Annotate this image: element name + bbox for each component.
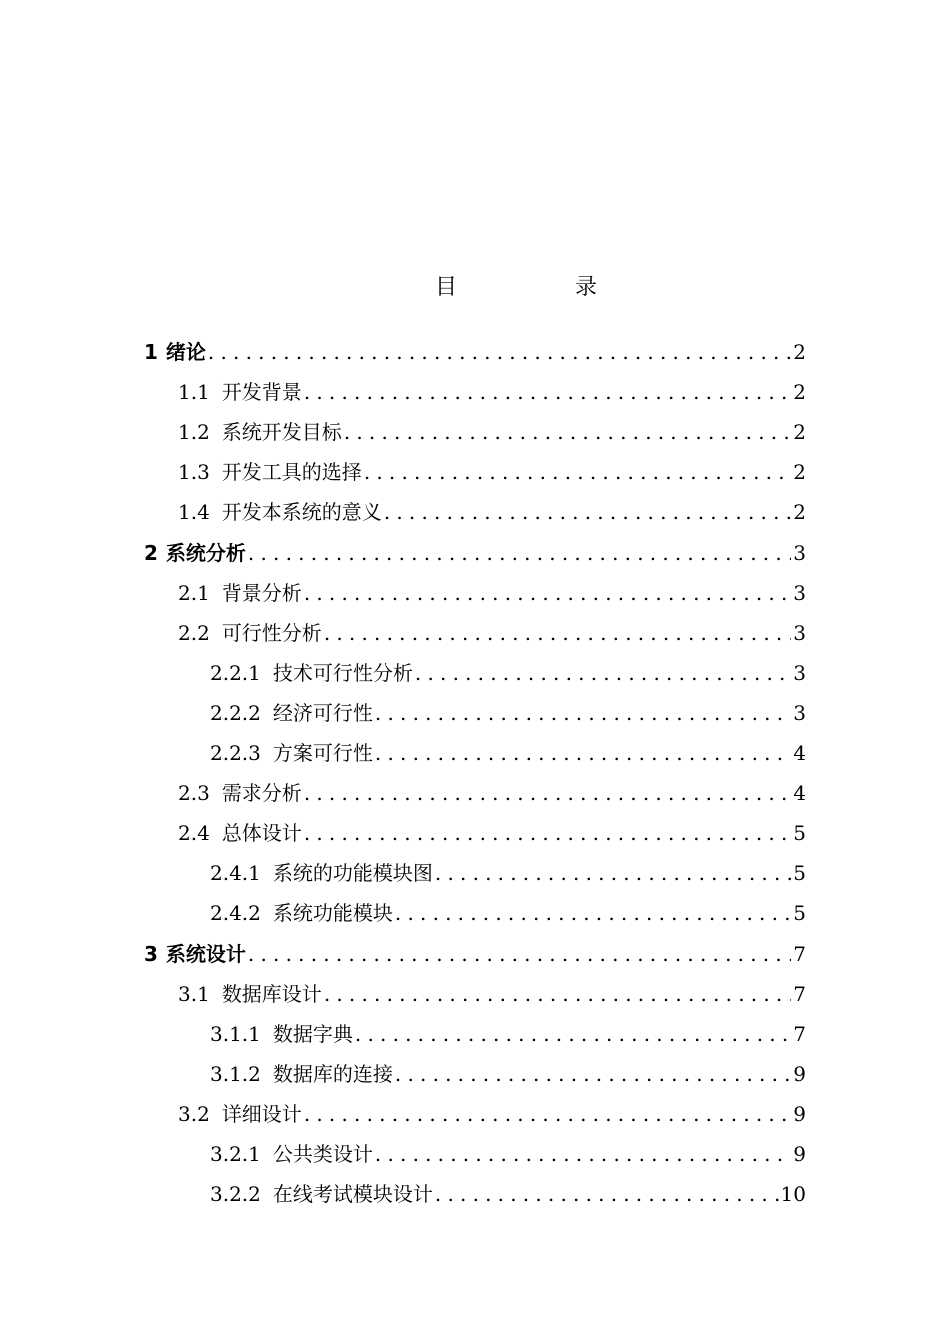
toc-entry-number: 3.2 <box>178 1101 210 1126</box>
toc-entry-number: 3.1 <box>178 981 210 1006</box>
dot-leader <box>208 332 791 372</box>
toc-entry-title: 需求分析 <box>221 781 302 806</box>
toc-entry[interactable] <box>178 573 806 613</box>
toc-entry-page: 7 <box>793 1021 806 1046</box>
toc-entry-page: 7 <box>793 941 806 966</box>
toc-entry-title: 开发背景 <box>221 380 302 405</box>
toc-entry[interactable] <box>178 492 806 532</box>
toc-entry-title: 系统的功能模块图 <box>272 861 433 886</box>
toc-entry[interactable] <box>144 332 806 372</box>
toc-entry[interactable] <box>210 653 806 693</box>
toc-entry-page: 4 <box>793 781 806 806</box>
toc-entry-number: 2.2 <box>178 620 210 645</box>
dot-leader <box>344 412 791 452</box>
toc-entry[interactable] <box>178 412 806 452</box>
dot-leader <box>395 893 791 933</box>
toc-entry[interactable] <box>178 974 806 1014</box>
toc-entry-number: 2.4.1 <box>210 861 261 886</box>
toc-entry[interactable] <box>178 452 806 492</box>
toc-entry-number: 3.1.2 <box>210 1061 261 1086</box>
dot-leader <box>364 452 791 492</box>
toc-entry-title: 在线考试模块设计 <box>272 1182 433 1207</box>
toc-entry-title: 背景分析 <box>221 580 302 605</box>
toc-entry-title: 可行性分析 <box>221 620 322 645</box>
dot-leader <box>395 1054 791 1094</box>
dot-leader <box>375 733 791 773</box>
toc-entry-number: 1.1 <box>178 380 210 405</box>
toc-entry-page: 5 <box>793 861 806 886</box>
dot-leader <box>435 853 791 893</box>
toc-entry-number: 2.4 <box>178 821 210 846</box>
dot-leader <box>324 613 791 653</box>
toc-entry[interactable] <box>178 613 806 653</box>
dot-leader <box>375 693 791 733</box>
toc-entry-page: 9 <box>793 1061 806 1086</box>
toc-entry-title: 公共类设计 <box>272 1142 373 1166</box>
toc-entry-title: 系统开发目标 <box>221 420 342 445</box>
toc-entry[interactable] <box>178 813 806 853</box>
toc-entry[interactable] <box>210 853 806 893</box>
toc-entry-title: 开发工具的选择 <box>221 460 362 485</box>
toc-entry-title: 系统功能模块 <box>272 901 393 926</box>
toc-entry-number: 3.2.2 <box>210 1182 261 1207</box>
toc-entry-page: 4 <box>793 741 806 765</box>
toc-entry[interactable] <box>210 1014 806 1054</box>
toc-entry[interactable] <box>210 1134 806 1174</box>
toc-entry-page: 3 <box>793 580 806 605</box>
dot-leader <box>248 533 791 573</box>
toc-entry[interactable] <box>144 934 806 974</box>
toc-entry-page: 3 <box>793 700 806 725</box>
toc-entry-title: 技术可行性分析 <box>272 660 413 685</box>
dot-leader <box>435 1174 779 1214</box>
dot-leader <box>324 974 791 1014</box>
toc-entry[interactable] <box>210 1054 806 1094</box>
toc-entry-title: 经济可行性 <box>272 700 373 725</box>
toc-entry[interactable] <box>210 1174 806 1214</box>
dot-leader <box>415 653 791 693</box>
dot-leader <box>304 1094 791 1134</box>
dot-leader <box>304 372 791 412</box>
dot-leader <box>304 813 791 853</box>
dot-leader <box>248 934 791 974</box>
toc-entry-number: 2.2.3 <box>210 741 261 765</box>
toc-entry-page: 2 <box>793 500 806 525</box>
toc-entry-page: 10 <box>780 1182 806 1207</box>
toc-entry-title: 系统分析 <box>165 540 246 565</box>
toc-entry-number: 1.4 <box>178 500 210 525</box>
toc-entry-number: 2.2.1 <box>210 660 261 685</box>
toc-entry[interactable] <box>178 773 806 813</box>
toc-entry-page: 2 <box>793 340 806 364</box>
toc-entry-number: 3.1.1 <box>210 1021 261 1046</box>
toc-title: 目 录 <box>434 275 645 300</box>
toc-entry-page: 5 <box>793 821 806 846</box>
dot-leader <box>304 773 791 813</box>
toc-entry-page: 7 <box>793 981 806 1006</box>
toc-entry-title: 数据字典 <box>272 1021 353 1046</box>
toc-entry-page: 2 <box>793 460 806 485</box>
toc-entry-number: 2.3 <box>178 781 210 806</box>
toc-entry-number: 1 <box>144 340 158 364</box>
toc-entry-page: 3 <box>793 620 806 645</box>
dot-leader <box>384 492 791 532</box>
toc-entry-page: 3 <box>793 540 806 565</box>
toc-entry-number: 3.2.1 <box>210 1142 261 1166</box>
toc-entry-title: 数据库的连接 <box>272 1061 393 1086</box>
toc-entry-number: 2.4.2 <box>210 901 261 926</box>
toc-entry-page: 5 <box>793 901 806 926</box>
toc-entry-page: 3 <box>793 660 806 685</box>
dot-leader <box>355 1014 791 1054</box>
toc-entry-number: 2.1 <box>178 580 210 605</box>
toc-entry-title: 数据库设计 <box>221 981 322 1006</box>
toc-entry[interactable] <box>210 693 806 733</box>
toc-entry-number: 2.2.2 <box>210 700 261 725</box>
toc-entry-title: 开发本系统的意义 <box>221 500 382 525</box>
toc-entry-number: 3 <box>144 941 158 966</box>
toc-entry-title: 绪论 <box>165 340 206 364</box>
toc-entry-page: 9 <box>793 1101 806 1126</box>
toc-entry[interactable] <box>144 533 806 573</box>
toc-entry-number: 1.3 <box>178 460 210 485</box>
toc-entry-title: 总体设计 <box>221 821 302 846</box>
toc-entry-page: 2 <box>793 420 806 445</box>
toc-entry-title: 详细设计 <box>221 1101 302 1126</box>
toc-entry[interactable] <box>178 372 806 412</box>
toc-entry-page: 2 <box>793 380 806 405</box>
dot-leader <box>375 1134 791 1174</box>
toc-entry-number: 2 <box>144 540 158 565</box>
toc-entry[interactable] <box>178 1094 806 1134</box>
toc-entry-page: 9 <box>793 1142 806 1166</box>
toc-entry-number: 1.2 <box>178 420 210 445</box>
dot-leader <box>304 573 791 613</box>
toc-entry[interactable] <box>210 733 806 773</box>
toc-entry-title: 系统设计 <box>165 941 246 966</box>
toc-entry-title: 方案可行性 <box>272 741 373 765</box>
toc-entry[interactable] <box>210 893 806 933</box>
